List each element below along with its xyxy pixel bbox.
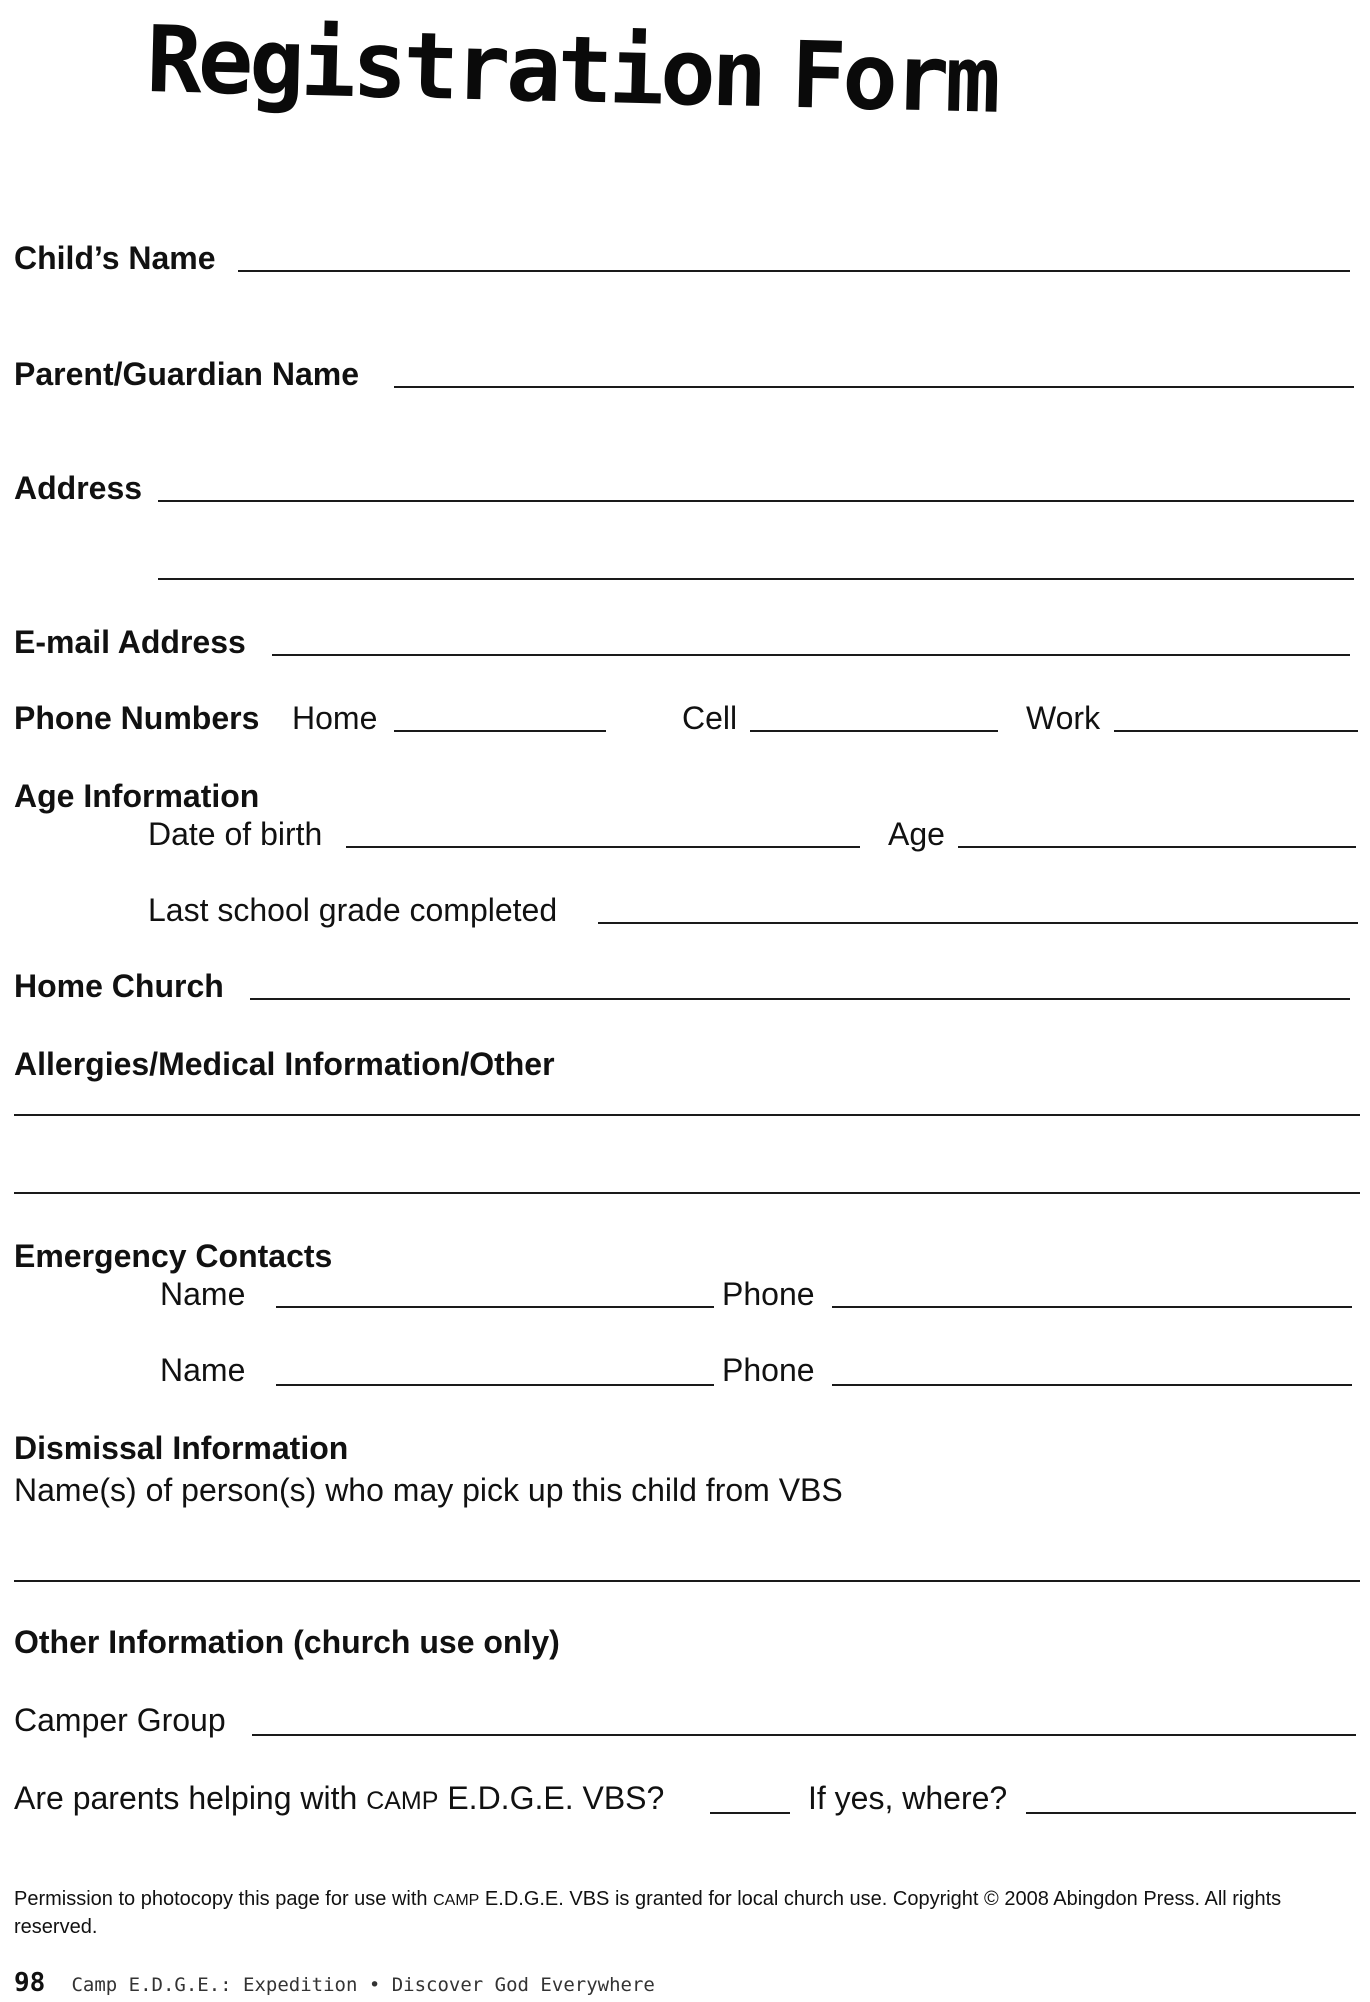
other-info-heading: Other Information (church use only): [14, 1624, 560, 1660]
age-label: Age: [888, 816, 945, 852]
camper-group-input[interactable]: [252, 1734, 1356, 1736]
ec2-phone-label: Phone: [722, 1352, 815, 1388]
phone-cell-label: Cell: [682, 700, 738, 736]
age-input[interactable]: [958, 846, 1356, 848]
allergies-line-2-input[interactable]: [14, 1192, 1360, 1194]
permission-text-post: E.D.G.E. VBS is granted for local church use. Copyright © 2008 Abingdon Press. All rights reserved.: [14, 1888, 1282, 1938]
permission-notice: [14, 1886, 1354, 1941]
page-number: 98: [14, 1968, 46, 1998]
ec2-phone-input[interactable]: [832, 1384, 1352, 1386]
permission-text-pre: Permission to photocopy this page for use with: [14, 1888, 434, 1910]
phone-work-input[interactable]: [1114, 730, 1358, 732]
last-grade-label: Last school grade completed: [148, 892, 558, 928]
parent-name-input[interactable]: [394, 386, 1354, 388]
phone-work-label: Work: [1026, 700, 1101, 736]
parents-helping-input[interactable]: [710, 1812, 790, 1814]
dismissal-input[interactable]: [14, 1580, 1360, 1582]
page-title: [145, 6, 998, 134]
email-label: E-mail Address: [14, 624, 246, 660]
home-church-label: Home Church: [14, 968, 224, 1004]
if-yes-where-input[interactable]: [1026, 1812, 1356, 1814]
phone-numbers-label: Phone Numbers: [14, 700, 260, 736]
parents-helping-text-post: E.D.G.E. VBS?: [438, 1780, 665, 1816]
parent-name-label: Parent/Guardian Name: [14, 356, 359, 392]
allergies-heading: Allergies/Medical Information/Other: [14, 1046, 555, 1082]
allergies-line-1-input[interactable]: [14, 1114, 1360, 1116]
title-word-form: Form: [789, 21, 998, 134]
dismissal-heading: Dismissal Information: [14, 1430, 349, 1466]
ec2-name-label: Name: [160, 1352, 246, 1388]
age-information-heading: Age Information: [14, 778, 260, 814]
permission-camp: CAMP: [433, 1892, 480, 1909]
phone-cell-input[interactable]: [750, 730, 998, 732]
parents-helping-camp: CAMP: [366, 1787, 439, 1815]
parents-helping-text-pre: Are parents helping with: [14, 1780, 367, 1816]
camper-group-label: Camper Group: [14, 1702, 226, 1738]
email-input[interactable]: [272, 654, 1350, 656]
ec1-phone-input[interactable]: [832, 1306, 1352, 1308]
address-label: Address: [14, 470, 143, 506]
address-line-1-input[interactable]: [158, 500, 1354, 502]
emergency-contacts-heading: Emergency Contacts: [14, 1238, 333, 1274]
if-yes-where-label: If yes, where?: [808, 1780, 1008, 1816]
title-word-registration: Registration: [145, 6, 765, 129]
childs-name-input[interactable]: [238, 270, 1350, 272]
ec1-name-input[interactable]: [276, 1306, 714, 1308]
last-grade-input[interactable]: [598, 922, 1358, 924]
date-of-birth-input[interactable]: [346, 846, 860, 848]
childs-name-label: Child’s Name: [14, 240, 216, 276]
phone-home-label: Home: [292, 700, 378, 736]
ec1-phone-label: Phone: [722, 1276, 815, 1312]
ec1-name-label: Name: [160, 1276, 246, 1312]
home-church-input[interactable]: [250, 998, 1350, 1000]
phone-home-input[interactable]: [394, 730, 606, 732]
ec2-name-input[interactable]: [276, 1384, 714, 1386]
book-title: Camp E.D.G.E.: Expedition • Discover God Everywhere: [71, 1974, 655, 1996]
address-line-2-input[interactable]: [158, 578, 1354, 580]
page-footer: [14, 1968, 655, 1998]
parents-helping-label: [14, 1778, 664, 1821]
date-of-birth-label: Date of birth: [148, 816, 323, 852]
dismissal-description: Name(s) of person(s) who may pick up this child from VBS: [14, 1472, 843, 1508]
